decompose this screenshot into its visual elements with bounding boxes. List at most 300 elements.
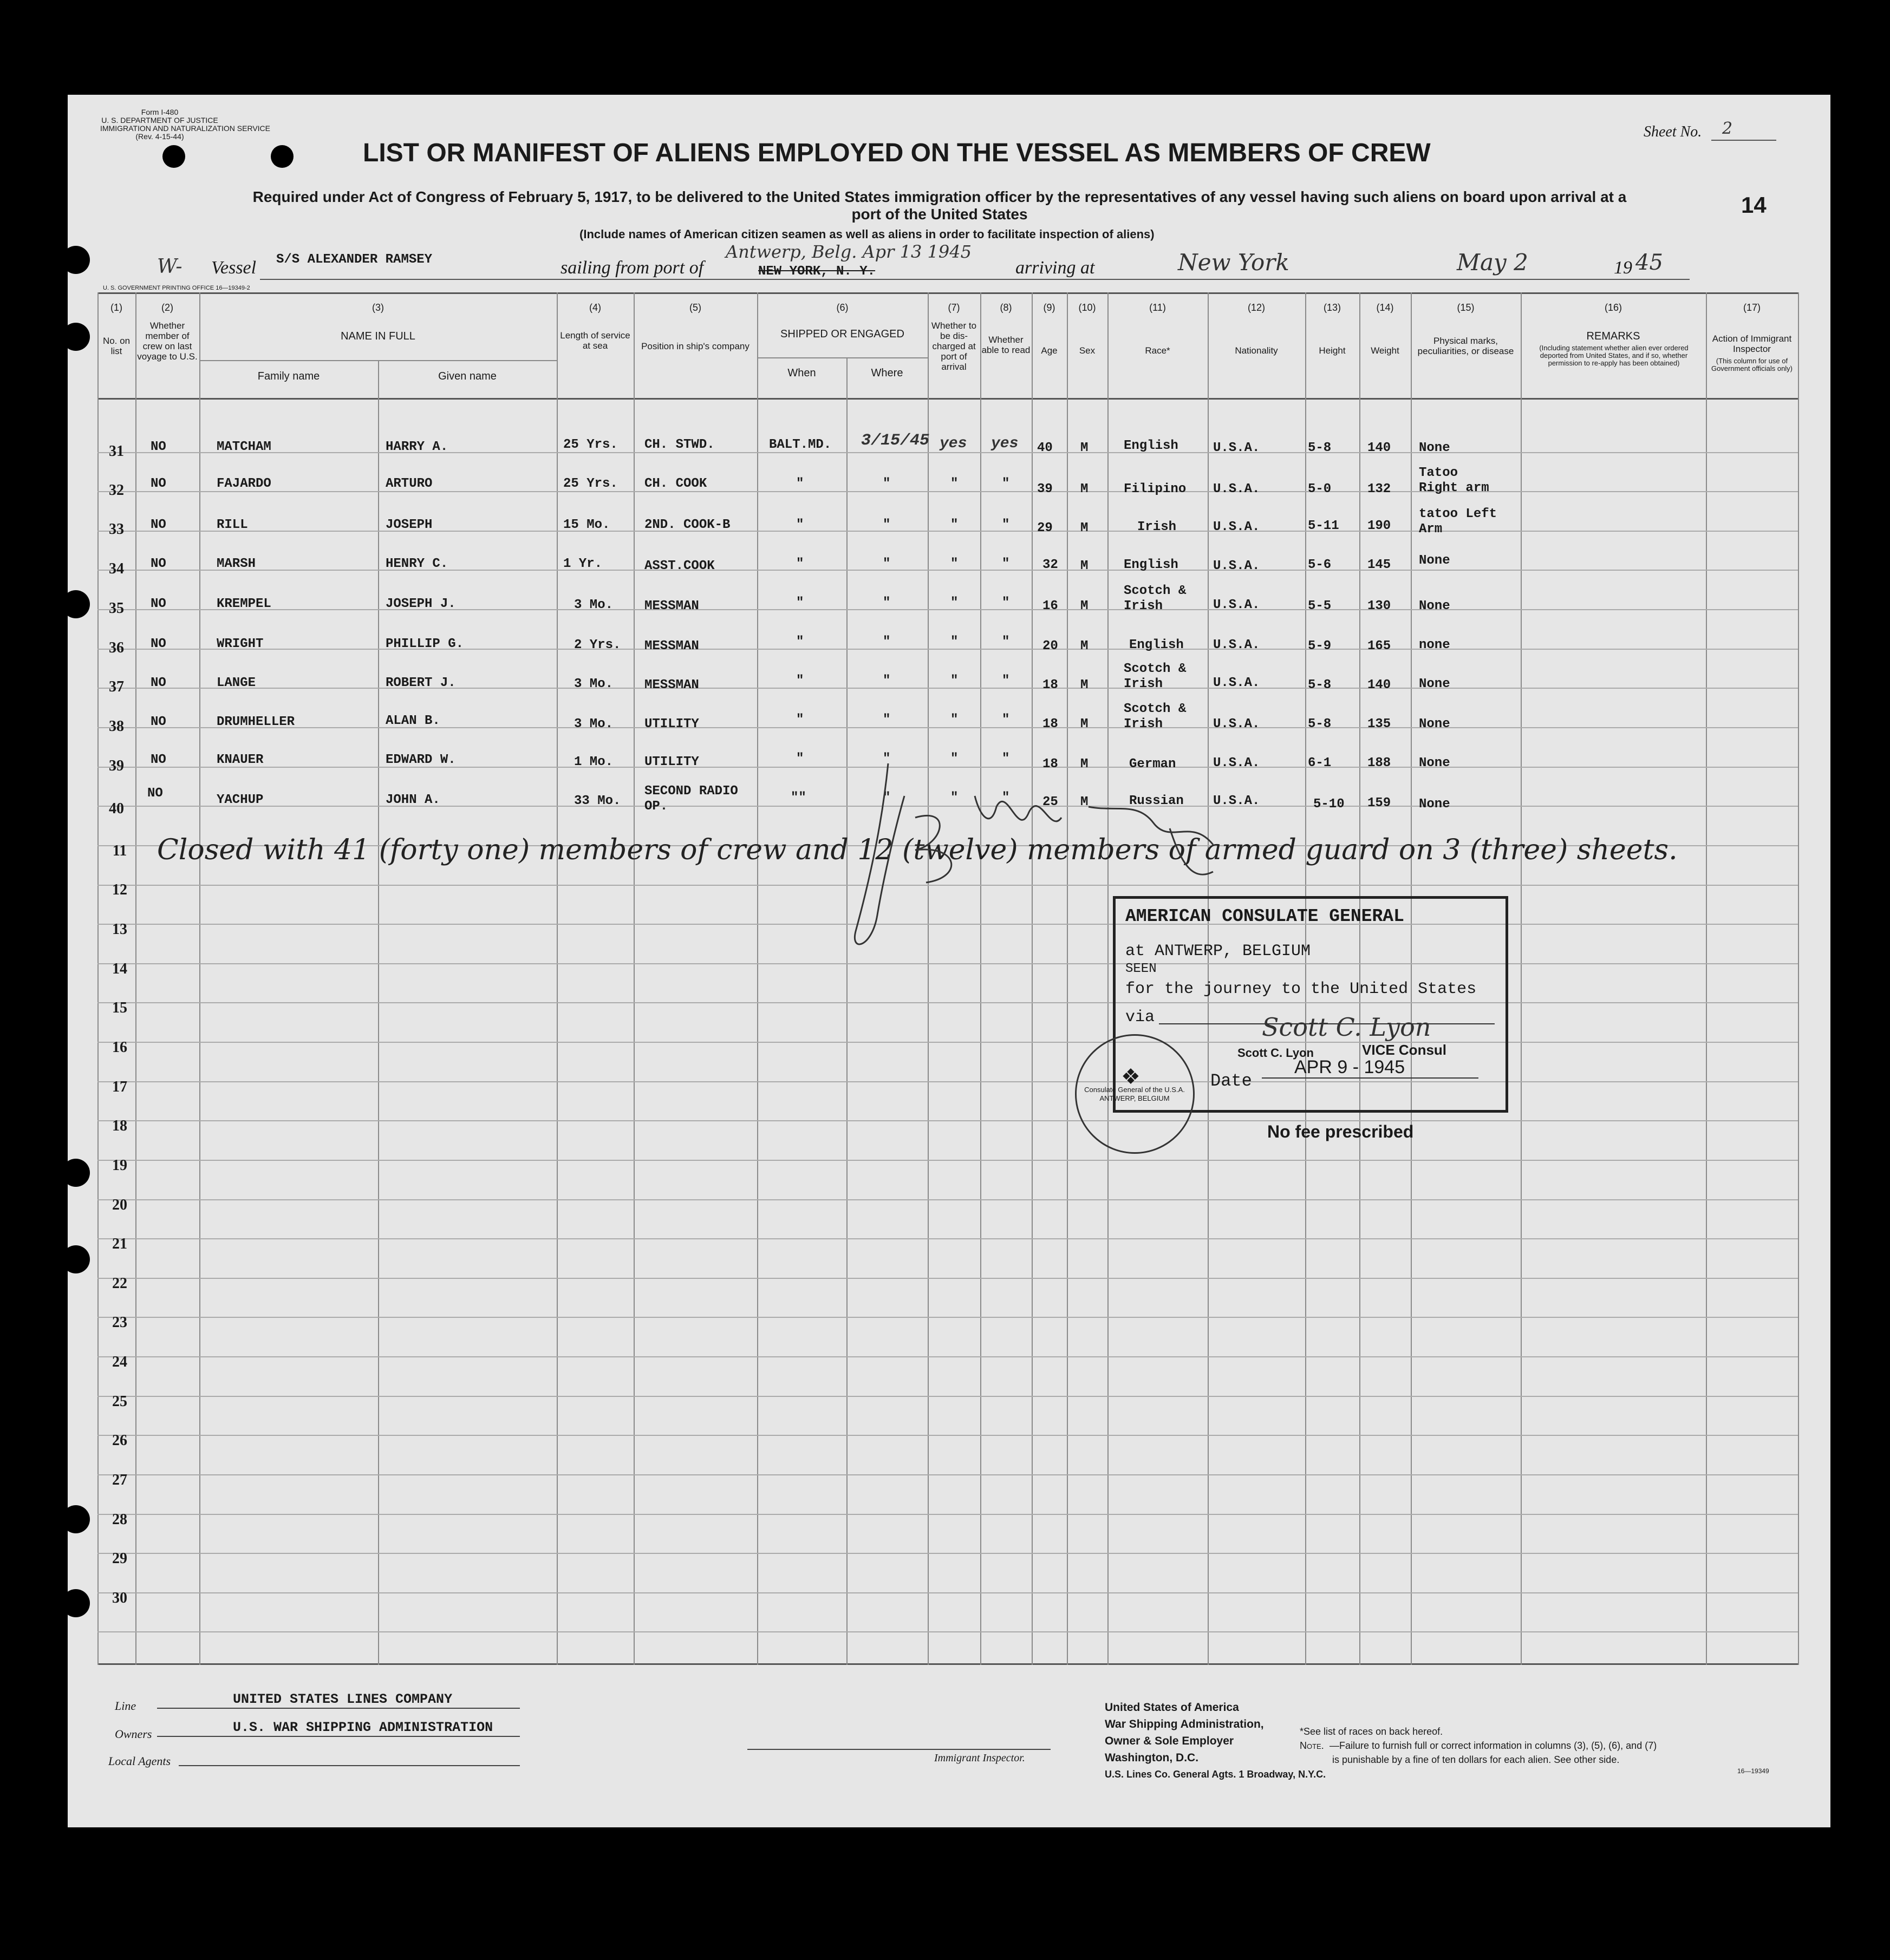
shipped-where: " xyxy=(883,596,891,610)
family-name: LANGE xyxy=(217,676,256,690)
row-number: 35 xyxy=(109,600,124,617)
eagle-icon: ❖ xyxy=(1121,1064,1140,1089)
row-rule xyxy=(97,1042,1798,1043)
row-number: 20 xyxy=(112,1197,127,1213)
col-rule xyxy=(1032,292,1033,1665)
discharged: " xyxy=(950,518,959,532)
age: 18 xyxy=(1042,678,1058,692)
row-number: 25 xyxy=(112,1393,127,1410)
col-num: (10) xyxy=(1078,302,1096,313)
shipped-where: " xyxy=(883,674,891,688)
shipped-when: " xyxy=(796,635,804,649)
row-rule xyxy=(97,491,1798,492)
arriving-port: New York xyxy=(1178,249,1289,276)
seal-text: Consulate General of the U.S.A. ANTWERP, BELGIUM xyxy=(1084,1086,1185,1102)
shipped-where: " xyxy=(883,635,891,649)
physical-marks: None xyxy=(1419,677,1450,691)
row-rule xyxy=(97,1317,1798,1318)
stamp-line4: for the journey to the United States xyxy=(1125,980,1477,998)
row-rule xyxy=(97,1238,1798,1239)
row-number: 40 xyxy=(109,800,124,817)
vessel-prefix: W- xyxy=(157,256,183,278)
given-name: HARRY A. xyxy=(386,440,448,454)
header-bottom-rule xyxy=(97,398,1798,400)
header-given-name: Given name xyxy=(438,370,497,382)
race: German xyxy=(1129,757,1176,772)
row-rule xyxy=(97,1553,1798,1554)
col-num: (11) xyxy=(1149,302,1166,313)
print-code: 16—19349 xyxy=(1737,1767,1769,1775)
family-name: YACHUP xyxy=(217,793,264,807)
line-underline xyxy=(157,1708,520,1709)
header-shipped-engaged: SHIPPED OR ENGAGED xyxy=(780,328,904,340)
row-rule xyxy=(97,1435,1798,1436)
header-length-service: Length of service at sea xyxy=(560,330,630,351)
row-number: 37 xyxy=(109,678,124,695)
subtitle-note: (Include names of American citizen seamen as well as aliens in order to facilitate inspection of aliens) xyxy=(579,227,1155,241)
family-name: KREMPEL xyxy=(217,597,271,611)
length-of-service: 3 Mo. xyxy=(574,677,614,691)
col-rule xyxy=(634,292,635,1665)
printing-office: U. S. GOVERNMENT PRINTING OFFICE 16—19349-2 xyxy=(103,285,250,291)
year-hand: 45 xyxy=(1635,250,1663,275)
sex: M xyxy=(1080,482,1089,496)
last-voyage: NO xyxy=(151,597,166,611)
nationality: U.S.A. xyxy=(1213,638,1260,652)
given-name: EDWARD W. xyxy=(386,753,456,767)
col-rule xyxy=(846,357,848,1665)
discharged: " xyxy=(950,596,959,610)
weight: 132 xyxy=(1367,482,1391,496)
col-num: (6) xyxy=(836,302,849,313)
header-where: Where xyxy=(871,367,903,379)
sex: M xyxy=(1080,678,1089,692)
shipped-when: " xyxy=(796,752,804,766)
subtitle-line1: Required under Act of Congress of February 5, 1917, to be delivered to the United States immigration officer by the representatives of any vessel having such aliens on board upon arrival at a xyxy=(252,188,1627,205)
position: MESSMAN xyxy=(644,639,699,654)
age: 25 xyxy=(1042,795,1058,809)
punch-hole xyxy=(62,590,90,618)
shipped-when: "" xyxy=(791,790,806,805)
race: Scotch & Irish xyxy=(1124,702,1187,731)
arrival-date: May 2 xyxy=(1457,249,1528,276)
closing-note: Closed with 41 (forty one) members of crew and 12 (twelve) members of armed guard on 3 (three) sheets. xyxy=(157,834,1678,866)
discharged: " xyxy=(950,790,959,805)
col-rule xyxy=(980,292,981,1665)
row-number: 22 xyxy=(112,1275,127,1292)
col-num: (17) xyxy=(1743,302,1761,313)
nationality: U.S.A. xyxy=(1213,482,1260,496)
owner-block xyxy=(1105,1699,1326,1783)
shipped-when: " xyxy=(796,596,804,610)
owners-label: Owners xyxy=(115,1727,152,1741)
subtitle-line2: port of the United States xyxy=(851,206,1028,223)
length-of-service: 2 Yrs. xyxy=(574,638,621,652)
able-to-read: " xyxy=(1002,713,1010,727)
col-num: (5) xyxy=(689,302,701,313)
consul-name: Scott C. Lyon xyxy=(1237,1046,1314,1060)
shipped-when: " xyxy=(796,713,804,727)
race: Irish xyxy=(1137,520,1177,534)
owner-block-line: Owner & Sole Employer xyxy=(1105,1735,1234,1747)
agents-label: Local Agents xyxy=(108,1754,171,1768)
height: 5-5 xyxy=(1308,599,1332,613)
position: ASST.COOK xyxy=(644,559,715,573)
header-physical-marks: Physical marks, peculiarities, or disease xyxy=(1417,336,1514,356)
length-of-service: 1 Yr. xyxy=(563,557,603,571)
stamp-line5: via xyxy=(1125,1008,1155,1027)
punch-hole xyxy=(62,1245,90,1273)
last-voyage: NO xyxy=(151,715,166,729)
length-of-service: 1 Mo. xyxy=(574,755,614,769)
length-of-service: 33 Mo. xyxy=(574,794,621,808)
row-rule xyxy=(97,1592,1798,1593)
discharged: yes xyxy=(940,435,967,452)
row-rule xyxy=(97,531,1798,532)
physical-marks: None xyxy=(1419,797,1450,812)
owners-underline xyxy=(157,1736,520,1737)
owner-block-line: Washington, D.C. xyxy=(1105,1752,1199,1764)
height: 5-6 xyxy=(1308,558,1332,572)
family-name: FAJARDO xyxy=(217,476,271,491)
row-number: 31 xyxy=(109,443,124,460)
last-voyage: NO xyxy=(147,786,163,801)
family-name: WRIGHT xyxy=(217,637,264,651)
race: English xyxy=(1124,439,1178,453)
sex: M xyxy=(1080,757,1089,772)
able-to-read: " xyxy=(1002,752,1010,766)
height: 5-9 xyxy=(1308,639,1332,654)
line-label: Line xyxy=(115,1699,136,1713)
nationality: U.S.A. xyxy=(1213,441,1260,455)
physical-marks: tatoo Left Arm xyxy=(1419,507,1497,537)
race: Scotch & Irish xyxy=(1124,584,1187,613)
table-bottom-rule xyxy=(97,1663,1798,1665)
shipped-when: " xyxy=(796,518,804,532)
weight: 140 xyxy=(1367,678,1391,692)
discharged: " xyxy=(950,713,959,727)
row-rule xyxy=(97,609,1798,610)
row-number: 19 xyxy=(112,1157,127,1174)
owner-block-line: War Shipping Administration, xyxy=(1105,1718,1264,1730)
last-voyage: NO xyxy=(151,518,166,532)
vessel-underline xyxy=(260,279,1690,280)
note-text1: —Failure to furnish full or correct information in columns (3), (5), (6), and (7) xyxy=(1329,1740,1657,1751)
shipped-when: " xyxy=(796,476,804,491)
height: 6-1 xyxy=(1308,756,1332,770)
row-number: 29 xyxy=(112,1550,127,1567)
sailing-port-hand: Antwerp, Belg. Apr 13 1945 xyxy=(726,241,972,262)
col-num: (3) xyxy=(372,302,384,313)
row-number: 11 xyxy=(112,842,127,859)
family-name: RILL xyxy=(217,518,248,532)
position: CH. STWD. xyxy=(644,437,715,452)
header-remarks: REMARKS xyxy=(1586,330,1640,342)
height: 5-10 xyxy=(1313,797,1345,812)
vessel-name: S/S ALEXANDER RAMSEY xyxy=(276,252,433,267)
col-rule xyxy=(1798,292,1799,1665)
row-rule xyxy=(97,1514,1798,1515)
header-remarks-note: (Including statement whether alien ever ordered deported from United States, and if so, whether permission to re-apply has been obtained) xyxy=(1539,344,1689,367)
discharged: " xyxy=(950,752,959,766)
position: SECOND RADIO OP. xyxy=(644,784,738,814)
col-num: (15) xyxy=(1457,302,1475,313)
given-name: PHILLIP G. xyxy=(386,637,464,651)
header-action-inspector: Action of Immigrant Inspector xyxy=(1712,334,1792,354)
physical-marks: None xyxy=(1419,756,1450,770)
sailing-port-typed: NEW YORK, N. Y. xyxy=(758,264,876,279)
physical-marks: None xyxy=(1419,553,1450,568)
stamp-line2: at ANTWERP, BELGIUM xyxy=(1125,942,1311,961)
col-num: (16) xyxy=(1604,302,1622,313)
length-of-service: 25 Yrs. xyxy=(563,437,618,452)
punch-hole xyxy=(271,145,294,168)
physical-marks: None xyxy=(1419,599,1450,613)
row-number: 34 xyxy=(109,560,124,577)
shipped-when: " xyxy=(796,674,804,688)
owners-value: U.S. WAR SHIPPING ADMINISTRATION xyxy=(233,1720,493,1735)
position: MESSMAN xyxy=(644,599,699,613)
length-of-service: 3 Mo. xyxy=(574,598,614,612)
family-name: MATCHAM xyxy=(217,440,271,454)
weight: 130 xyxy=(1367,599,1391,613)
shipped-where: " xyxy=(883,713,891,727)
weight: 165 xyxy=(1367,639,1391,654)
sex: M xyxy=(1080,639,1089,654)
col-num: (14) xyxy=(1376,302,1394,313)
revision: (Rev. 4-15-44) xyxy=(135,132,184,141)
sheet-number: 2 xyxy=(1722,119,1733,138)
shipped-where: " xyxy=(883,557,891,571)
subtitle xyxy=(119,188,1760,223)
nationality: U.S.A. xyxy=(1213,676,1260,690)
able-to-read: " xyxy=(1002,518,1010,532)
shipped-where: " xyxy=(883,752,891,766)
position: UTILITY xyxy=(644,755,699,769)
age: 16 xyxy=(1042,599,1058,613)
row-rule xyxy=(97,1631,1798,1632)
row-rule xyxy=(97,727,1798,728)
sheet-underline xyxy=(1711,140,1776,141)
row-rule xyxy=(97,1356,1798,1357)
service: IMMIGRATION AND NATURALIZATION SERVICE xyxy=(100,124,270,133)
family-name: MARSH xyxy=(217,557,256,571)
races-note: *See list of races on back hereof. xyxy=(1300,1726,1443,1737)
form-id-block xyxy=(100,108,270,141)
page-title: LIST OR MANIFEST OF ALIENS EMPLOYED ON THE VESSEL AS MEMBERS OF CREW xyxy=(363,139,1431,167)
header-height: Height xyxy=(1319,345,1346,356)
header-able-to-read: Whether able to read xyxy=(981,335,1031,355)
race: Russian xyxy=(1129,794,1184,808)
weight: 145 xyxy=(1367,558,1391,572)
given-name: HENRY C. xyxy=(386,557,448,571)
header-when: When xyxy=(787,367,816,379)
row-rule xyxy=(97,649,1798,650)
shipped-where: " xyxy=(883,476,891,491)
row-number: 38 xyxy=(109,718,124,735)
header-nationality: Nationality xyxy=(1235,345,1278,356)
row-rule xyxy=(97,452,1798,453)
row-number: 26 xyxy=(112,1432,127,1449)
note-label: Note. xyxy=(1300,1740,1324,1751)
owner-block-line: U.S. Lines Co. General Agts. 1 Broadway, N.Y.C. xyxy=(1105,1769,1326,1780)
header-sex: Sex xyxy=(1079,345,1096,356)
able-to-read: " xyxy=(1002,557,1010,571)
inspector-line xyxy=(747,1749,1051,1750)
age: 29 xyxy=(1037,521,1053,535)
col-rule xyxy=(757,292,758,1665)
row-rule xyxy=(97,688,1798,689)
punch-hole xyxy=(62,323,90,351)
row-number: 12 xyxy=(112,881,127,898)
discharged: " xyxy=(950,476,959,491)
sex: M xyxy=(1080,599,1089,613)
col-num: (7) xyxy=(948,302,960,313)
nationality: U.S.A. xyxy=(1213,520,1260,534)
row-rule xyxy=(97,1396,1798,1397)
inspector-label: Immigrant Inspector. xyxy=(934,1752,1025,1764)
weight: 190 xyxy=(1367,519,1391,533)
col-num: (1) xyxy=(110,302,122,313)
col-rule xyxy=(928,292,929,1665)
row-number: 21 xyxy=(112,1236,127,1252)
height: 5-11 xyxy=(1308,519,1339,533)
col-rule xyxy=(1067,292,1068,1665)
height: 5-8 xyxy=(1308,441,1332,455)
able-to-read: " xyxy=(1002,674,1010,688)
table-top-rule xyxy=(97,292,1798,294)
col-rule xyxy=(135,292,136,1665)
last-voyage: NO xyxy=(151,637,166,651)
able-to-read: " xyxy=(1002,476,1010,491)
punch-hole xyxy=(62,1505,90,1533)
year-prefix: 19 xyxy=(1614,258,1632,278)
age: 40 xyxy=(1037,441,1053,455)
col-rule xyxy=(1107,292,1109,1665)
physical-marks: none xyxy=(1419,638,1450,652)
department: U. S. DEPARTMENT OF JUSTICE xyxy=(101,116,218,125)
family-name: DRUMHELLER xyxy=(217,715,295,729)
position: 2ND. COOK-B xyxy=(644,518,731,532)
row-number: 27 xyxy=(112,1472,127,1488)
row-rule xyxy=(97,1002,1798,1003)
age: 18 xyxy=(1042,717,1058,731)
race: English xyxy=(1129,638,1184,652)
note-text2: is punishable by a fine of ten dollars for each alien. See other side. xyxy=(1332,1754,1620,1765)
punch-hole xyxy=(62,1159,90,1187)
header-action-note: (This column for use of Government officials only) xyxy=(1711,357,1793,373)
corner-number: 14 xyxy=(1741,192,1767,218)
row-number: 15 xyxy=(112,999,127,1016)
col-num: (2) xyxy=(161,302,173,313)
row-rule xyxy=(97,1278,1798,1279)
discharged: " xyxy=(950,635,959,649)
given-name: ALAN B. xyxy=(386,714,440,728)
stamp-line1: AMERICAN CONSULATE GENERAL xyxy=(1125,906,1404,926)
given-name: JOSEPH J. xyxy=(386,597,456,611)
header-no-on-list: No. on list xyxy=(102,336,131,356)
weight: 140 xyxy=(1367,441,1391,455)
row-rule xyxy=(97,1120,1798,1121)
weight: 159 xyxy=(1367,796,1391,811)
header-position: Position in ship's company xyxy=(641,341,750,351)
consul-title: VICE Consul xyxy=(1362,1042,1447,1058)
sex: M xyxy=(1080,521,1089,535)
given-name: ARTURO xyxy=(386,476,433,491)
physical-marks: Tatoo Right arm xyxy=(1419,466,1489,495)
able-to-read: " xyxy=(1002,635,1010,649)
row-rule xyxy=(97,1199,1798,1200)
nationality: U.S.A. xyxy=(1213,598,1260,612)
shipped-when: BALT.MD. xyxy=(769,437,832,452)
punch-hole xyxy=(62,1589,90,1617)
row-number: 18 xyxy=(112,1118,127,1134)
length-of-service: 25 Yrs. xyxy=(563,476,618,491)
col-num: (9) xyxy=(1043,302,1055,313)
col-rule xyxy=(557,292,558,1665)
col-num: (12) xyxy=(1247,302,1265,313)
discharged: " xyxy=(950,674,959,688)
last-voyage: NO xyxy=(151,676,166,690)
stamp-date-label: Date xyxy=(1210,1071,1252,1091)
position: UTILITY xyxy=(644,717,699,731)
consul-signature: Scott C. Lyon xyxy=(1262,1012,1431,1042)
arriving-label: arriving at xyxy=(1015,258,1095,278)
shipped-where: " xyxy=(883,518,891,532)
length-of-service: 3 Mo. xyxy=(574,717,614,731)
age: 20 xyxy=(1042,639,1058,654)
discharged: " xyxy=(950,557,959,571)
col-rule xyxy=(378,360,379,1665)
header-discharged: Whether to be dis-charged at port of arrival xyxy=(931,321,977,372)
nationality: U.S.A. xyxy=(1213,794,1260,808)
header-family-name: Family name xyxy=(257,370,320,382)
col-rule xyxy=(1521,292,1522,1665)
agents-underline xyxy=(179,1765,520,1766)
sheet-label: Sheet No. xyxy=(1644,123,1702,140)
position: MESSMAN xyxy=(644,678,699,692)
race: Scotch & Irish xyxy=(1124,662,1187,691)
row-number: 16 xyxy=(112,1039,127,1056)
sex: M xyxy=(1080,795,1089,809)
consulate-seal xyxy=(1075,1034,1195,1154)
col-num: (13) xyxy=(1323,302,1341,313)
header-weight: Weight xyxy=(1371,345,1399,356)
row-number: 17 xyxy=(112,1079,127,1095)
row-number: 13 xyxy=(112,921,127,938)
length-of-service: 15 Mo. xyxy=(563,518,610,532)
col-num: (8) xyxy=(1000,302,1012,313)
nationality: U.S.A. xyxy=(1213,559,1260,573)
sailing-label: sailing from port of xyxy=(561,258,704,278)
age: 18 xyxy=(1042,757,1058,772)
sex: M xyxy=(1080,559,1089,573)
row-number: 36 xyxy=(109,639,124,656)
last-voyage: NO xyxy=(151,557,166,571)
physical-marks: None xyxy=(1419,441,1450,455)
row-number: 33 xyxy=(109,521,124,538)
no-fee-note: No fee prescribed xyxy=(1267,1122,1414,1141)
shipped-where: 3/15/45 xyxy=(861,432,930,450)
last-voyage: NO xyxy=(151,440,166,454)
height: 5-8 xyxy=(1308,678,1332,692)
header-age: Age xyxy=(1041,345,1058,356)
given-name: JOHN A. xyxy=(386,793,440,807)
physical-marks: None xyxy=(1419,717,1450,731)
given-name: JOSEPH xyxy=(386,518,433,532)
given-name: ROBERT J. xyxy=(386,676,456,690)
last-voyage: NO xyxy=(151,476,166,491)
